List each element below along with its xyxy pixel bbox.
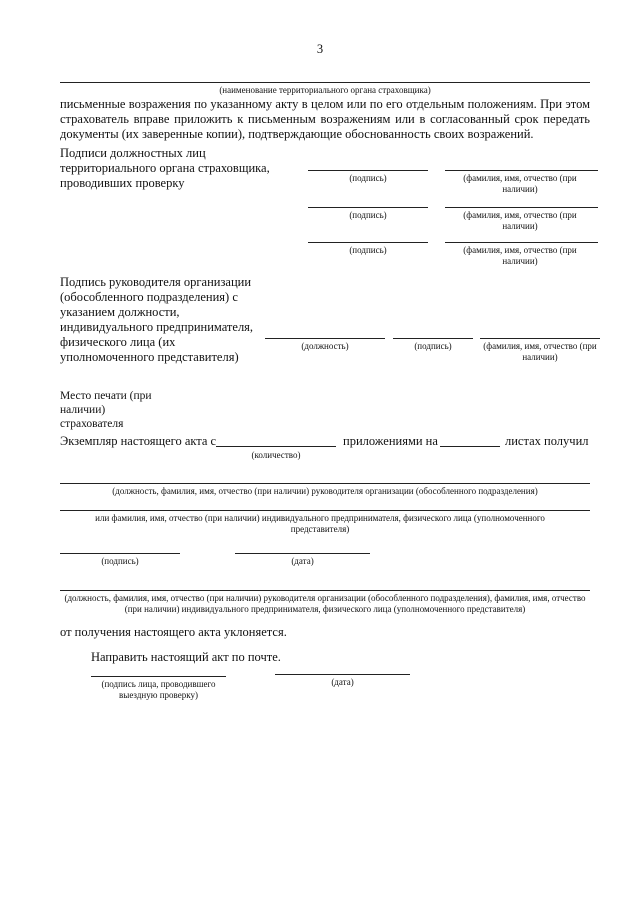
receiver-line-2	[60, 510, 590, 511]
evaded-text: от получения настоящего акта уклоняется.	[60, 625, 287, 639]
head-name-caption: (фамилия, имя, отчество (при наличии)	[483, 341, 597, 362]
signature-line	[308, 242, 428, 243]
copy-receipt-suffix: листах получил	[505, 434, 589, 448]
objections-paragraph: письменные возражения по указанному акту в целом или по его отдельным положениям. При этом страхователь вправе приложить к письменным возражениям или в согласованный срок передать документы (их заверенные копии), подтверждающие обоснованность своих возражений.	[60, 97, 590, 141]
inspectors-label: Подписи должностных лиц территориального органа страховщика, проводивших проверку	[60, 146, 270, 190]
copy-receipt-prefix: Экземпляр настоящего акта с	[60, 434, 217, 448]
signature-caption: (подпись)	[349, 210, 387, 220]
receiver-signature-caption: (подпись)	[101, 556, 139, 566]
signature-line	[308, 207, 428, 208]
inspector-final-signature-line	[91, 676, 226, 677]
head-of-org-label: Подпись руководителя организации (обособленного подразделения) с указанием должности, индивидуального предпринимателя, физического лица (их уполномоченного представителя)	[60, 275, 254, 364]
evader-caption: (должность, фамилия, имя, отчество (при наличии) руководителя организации (обособленного подразделения), фамилия, имя, отчество (при наличии) индивидуального предпринимателя, физического лица (уполномоченного представителя)	[64, 593, 586, 614]
signature-caption: (подпись)	[349, 173, 387, 183]
seal-place-label: Место печати (при наличии) страхователя	[60, 390, 152, 430]
position-caption: (должность)	[301, 341, 349, 351]
signature-caption: (подпись)	[349, 245, 387, 255]
name-line	[445, 242, 598, 243]
head-signature-line	[393, 338, 473, 339]
name-caption: (фамилия, имя, отчество (при наличии)	[463, 210, 577, 231]
evader-line	[60, 590, 590, 591]
name-caption: (фамилия, имя, отчество (при наличии)	[463, 173, 577, 194]
copy-receipt-middle: приложениями на	[343, 434, 438, 448]
inspector-final-signature-caption: (подпись лица, проводившего выездную проверку)	[101, 679, 216, 700]
receiver-signature-line	[60, 553, 180, 554]
name-caption: (фамилия, имя, отчество (при наличии)	[463, 245, 577, 266]
insurer-body-caption: (наименование территориального органа страховщика)	[219, 85, 431, 95]
receiver-date-line	[235, 553, 370, 554]
head-signature-caption: (подпись)	[414, 341, 452, 351]
final-date-caption: (дата)	[331, 677, 354, 687]
page-number: 3	[316, 42, 324, 56]
insurer-body-line	[60, 82, 590, 83]
head-name-line	[480, 338, 600, 339]
receiver-line-1	[60, 483, 590, 484]
name-line	[445, 170, 598, 171]
receiver-caption-2: или фамилия, имя, отчество (при наличии) индивидуального предпринимателя, физического лица (уполномоченного представителя)	[95, 513, 545, 534]
final-date-line	[275, 674, 410, 675]
position-line	[265, 338, 385, 339]
receiver-date-caption: (дата)	[291, 556, 314, 566]
mail-text: Направить настоящий акт по почте.	[91, 650, 281, 664]
name-line	[445, 207, 598, 208]
receiver-caption-1: (должность, фамилия, имя, отчество (при наличии) руководителя организации (обособленного подразделения)	[112, 486, 538, 496]
sheets-line	[440, 446, 500, 447]
quantity-line	[216, 446, 336, 447]
signature-line	[308, 170, 428, 171]
quantity-caption: (количество)	[251, 450, 301, 460]
